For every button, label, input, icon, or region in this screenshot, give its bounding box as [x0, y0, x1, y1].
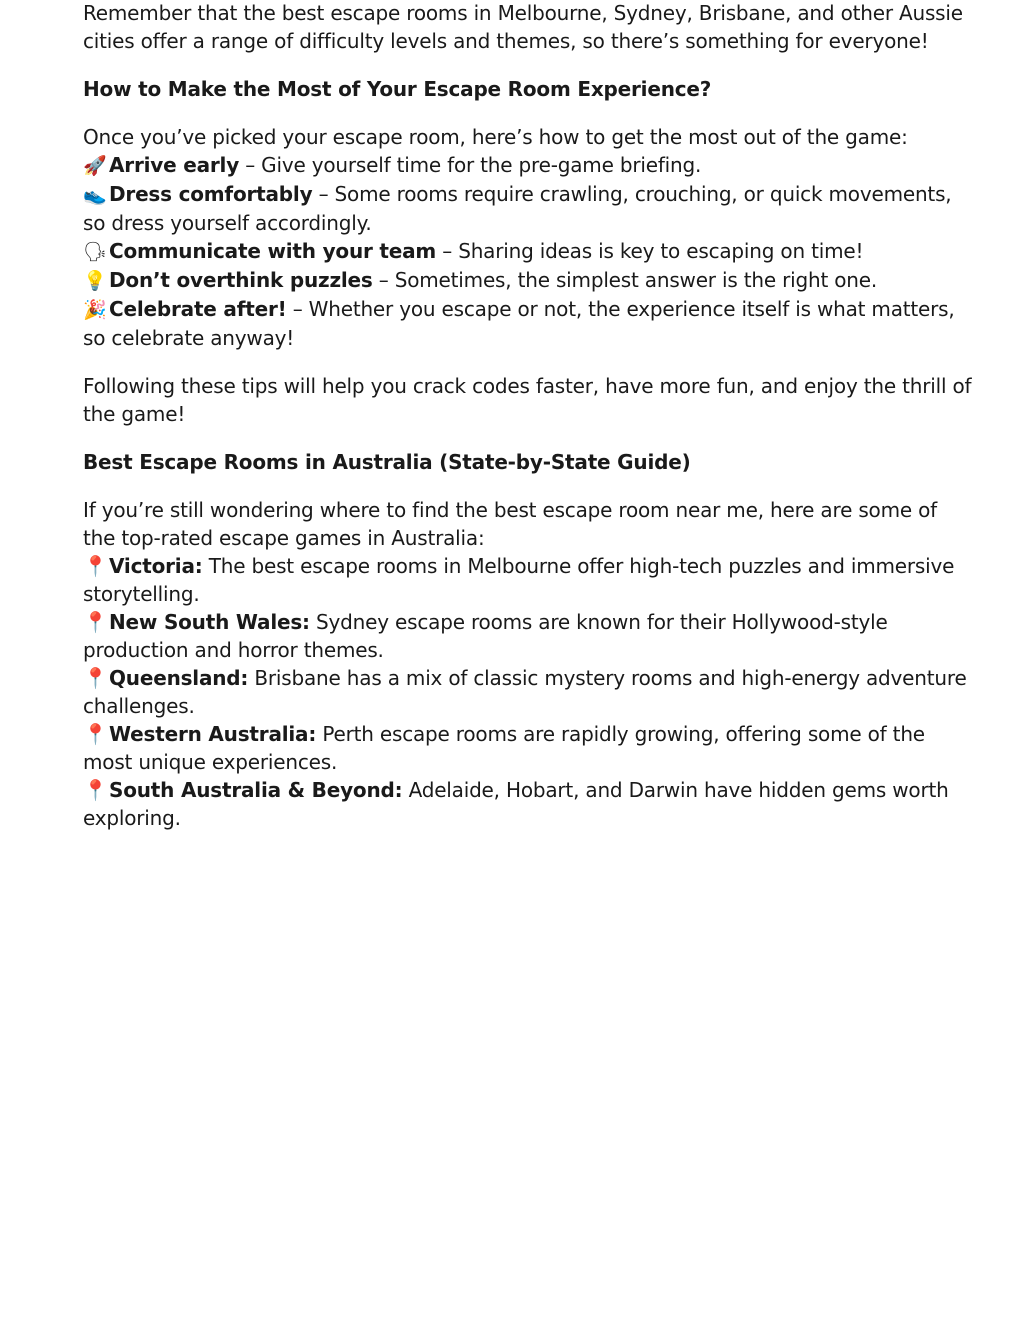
tip-item [83, 266, 973, 295]
state-item [83, 664, 973, 720]
state-text: The best escape rooms in Melbourne offer high-tech puzzles and immersive storytelling. [83, 554, 955, 606]
tip-title: Don’t overthink puzzles [109, 268, 373, 292]
state-text: Sydney escape rooms are known for their Hollywood-style production and horror themes. [83, 610, 888, 662]
map-pin-icon: 📍 [83, 778, 108, 802]
state-title: New South Wales: [109, 610, 310, 634]
speaking-head-icon: 🗣 [83, 241, 107, 263]
tip-title: Arrive early [109, 153, 240, 177]
tip-item [83, 180, 973, 237]
sneaker-icon: 👟 [83, 184, 107, 206]
article-body [83, 0, 973, 832]
tip-text: – Sometimes, the simplest answer is the right one. [372, 268, 878, 292]
state-item [83, 776, 973, 832]
section-heading-experience: How to Make the Most of Your Escape Room Experience? [83, 77, 712, 101]
tip-title: Celebrate after! [109, 297, 287, 321]
state-title: Western Australia: [109, 722, 317, 746]
section-heading-states: Best Escape Rooms in Australia (State-by-State Guide) [83, 450, 691, 474]
section-closing-experience: Following these tips will help you crack codes faster, have more fun, and enjoy the thrill of the game! [83, 374, 972, 426]
section-lead-states: If you’re still wondering where to find the best escape room near me, here are some of the top-rated escape games in Australia: [83, 498, 938, 550]
party-popper-icon: 🎉 [83, 299, 107, 321]
state-title: South Australia & Beyond: [109, 778, 403, 802]
map-pin-icon: 📍 [83, 554, 108, 578]
map-pin-icon: 📍 [83, 722, 108, 746]
tip-title: Communicate with your team [109, 239, 437, 263]
intro-paragraph: Remember that the best escape rooms in Melbourne, Sydney, Brisbane, and other Aussie cities offer a range of difficulty levels and themes, so there’s something for everyone! [83, 1, 963, 53]
light-bulb-icon: 💡 [83, 270, 107, 292]
state-text: Perth escape rooms are rapidly growing, offering some of the most unique experiences. [83, 722, 925, 774]
tip-item [83, 295, 973, 352]
tip-item [83, 151, 973, 180]
section-lead-experience: Once you’ve picked your escape room, here’s how to get the most out of the game: [83, 125, 908, 149]
state-text: Brisbane has a mix of classic mystery rooms and high-energy adventure challenges. [83, 666, 967, 718]
state-item [83, 720, 973, 776]
map-pin-icon: 📍 [83, 666, 108, 690]
rocket-icon: 🚀 [83, 155, 107, 177]
tip-item [83, 237, 973, 266]
tip-text: – Some rooms require crawling, crouching, or quick movements, so dress yourself accordingly. [83, 182, 952, 235]
state-title: Queensland: [109, 666, 249, 690]
state-item [83, 608, 973, 664]
state-title: Victoria: [109, 554, 203, 578]
state-text: Adelaide, Hobart, and Darwin have hidden gems worth exploring. [83, 778, 949, 830]
map-pin-icon: 📍 [83, 610, 108, 634]
tip-text: – Give yourself time for the pre-game briefing. [239, 153, 702, 177]
state-item [83, 552, 973, 608]
tip-text: – Sharing ideas is key to escaping on time! [436, 239, 864, 263]
tip-title: Dress comfortably [109, 182, 313, 206]
tip-text: – Whether you escape or not, the experience itself is what matters, so celebrate anyway! [83, 297, 955, 350]
